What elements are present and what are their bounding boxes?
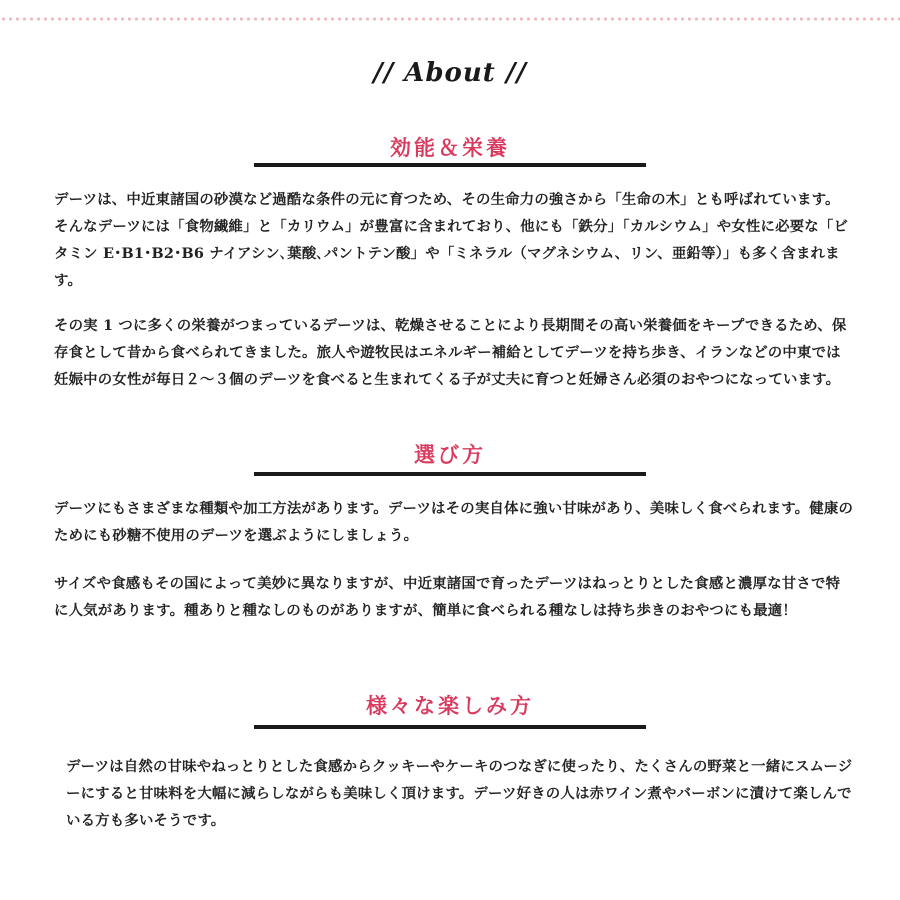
paragraph: その実 1 つに多くの栄養がつまっているデーツは、乾燥させることにより長期間その高い栄養価をキープできるため、保存食として昔から食べられてきました。旅人や遊牧民はエネルギー補給としてデーツを持ち歩き、イランなどの中東では妊娠中の女性が毎日２～３個のデーツを食べると生まれてくる子が丈夫に育つと妊婦さん必須のおやつになっています。 xyxy=(54,317,847,388)
section-heading-nutrition: 効能＆栄養 xyxy=(390,136,510,160)
heading-underline xyxy=(254,472,646,476)
section-heading-ways-to-enjoy: 様々な楽しみ方 xyxy=(366,694,534,718)
paragraph: デーツは、中近東諸国の砂漠など過酷な条件の元に育つため、その生命力の強さから「生命の木」とも呼ばれています。そんなデーツには「食物繊維」と「カリウム」が豊富に含まれており、他にも「鉄分」「カルシウム」や女性に必要な「ビタミン E･B1･B2･B6 ナイアシン､葉酸､パントテン酸」や「ミネラル（マグネシウム、リン、亜鉛等）」も多く含まれます。 xyxy=(54,191,849,289)
heading-underline xyxy=(254,725,646,729)
paragraph: デーツは自然の甘味やねっとりとした食感からクッキーやケーキのつなぎに使ったり、たくさんの野菜と一緒にスムージーにすると甘味料を大幅に減らしながらも美味しく頂けます。デーツ好きの人は赤ワイン煮やバーボンに漬けて楽しんでいる方も多いそうです。 xyxy=(66,758,853,829)
paragraph: デーツにもさまざまな種類や加工方法があります。デーツはその実自体に強い甘味があり、美味しく食べられます。健康のためにも砂糖不使用のデーツを選ぶようにしましょう。 xyxy=(54,500,854,544)
heading-underline xyxy=(254,163,646,167)
dotted-border xyxy=(0,16,900,22)
section-heading-how-to-choose: 選び方 xyxy=(414,443,486,467)
about-title: // About // xyxy=(373,58,527,88)
paragraph: サイズや食感もその国によって美妙に異なりますが、中近東諸国で育ったデーツはねっとりとした食感と濃厚な甘さで特に人気があります。種ありと種なしのものがありますが、簡単に食べられる種なしは持ち歩きのおやつにも最適！ xyxy=(54,575,841,619)
